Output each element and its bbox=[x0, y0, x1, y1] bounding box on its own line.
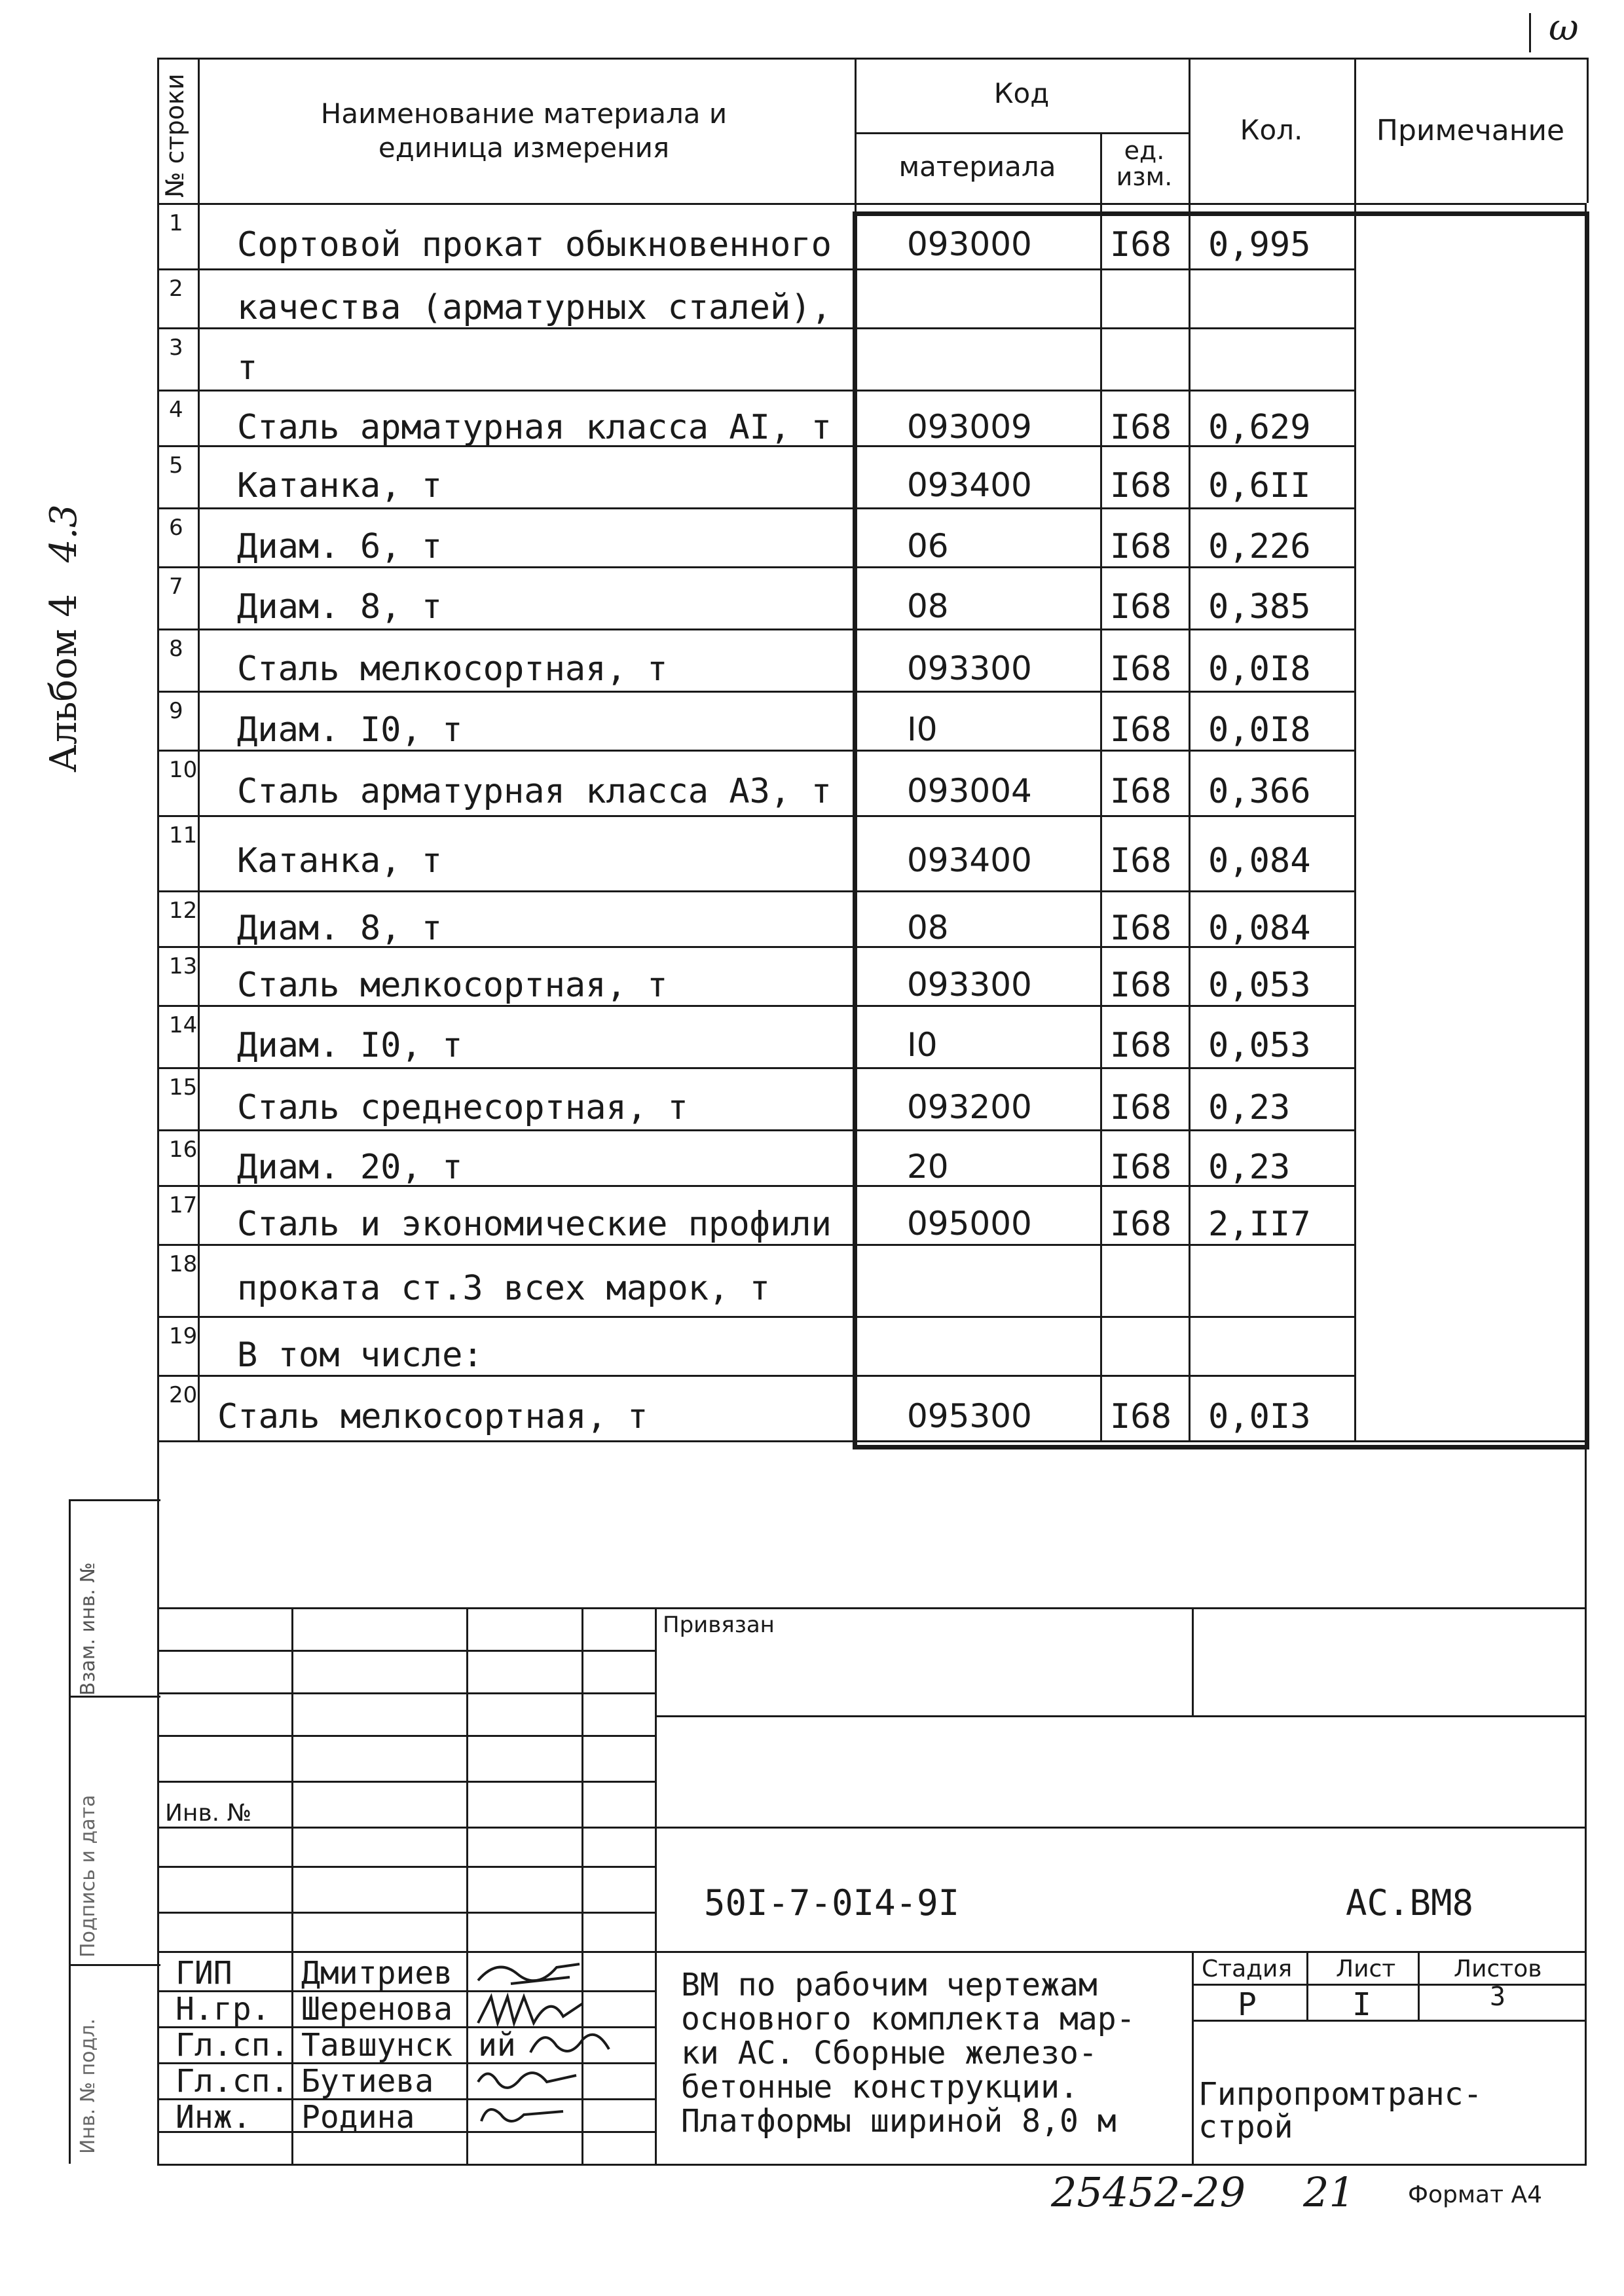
tb-line bbox=[1192, 1951, 1194, 2164]
row-number: 3 bbox=[169, 335, 183, 361]
row-quantity: 0,053 bbox=[1208, 966, 1311, 1005]
tb-line bbox=[1418, 1951, 1420, 2020]
corner-mark: ω bbox=[1549, 7, 1579, 49]
row-material-name: т bbox=[237, 348, 258, 388]
row-material-name: Диам. I0, т bbox=[237, 710, 463, 750]
doc-number: 50I-7-0I4-9I bbox=[704, 1882, 960, 1923]
row-quantity: 0,0I8 bbox=[1208, 710, 1311, 750]
sheets-label: Листов bbox=[1454, 1956, 1542, 1982]
row-material-name: Сталь мелкосортная, т bbox=[217, 1397, 648, 1436]
row-quantity: 0,23 bbox=[1208, 1088, 1291, 1127]
row-unit-code: I68 bbox=[1110, 909, 1172, 948]
description-line: основного комплекта мар- bbox=[681, 2001, 1135, 2037]
row-quantity: 0,084 bbox=[1208, 909, 1311, 948]
row-material-code: 095300 bbox=[907, 1397, 1032, 1435]
row-number: 19 bbox=[169, 1323, 198, 1349]
row-number: 13 bbox=[169, 953, 198, 979]
header-name: Наименование материала и единица измерения bbox=[320, 98, 728, 164]
description-line: ВМ по рабочим чертежам bbox=[681, 1967, 1098, 2003]
row-quantity: 0,6II bbox=[1208, 466, 1311, 505]
row-material-name: Диам. I0, т bbox=[237, 1026, 463, 1065]
tb-line bbox=[157, 1951, 1587, 1953]
row-material-name: Сталь арматурная класса AI, т bbox=[237, 408, 832, 447]
inv-no-label: Инв. № bbox=[165, 1800, 252, 1827]
header-code: Код bbox=[993, 77, 1050, 109]
row-material-name: Диам. 20, т bbox=[237, 1148, 463, 1187]
privyazan-label: Привязан bbox=[663, 1612, 775, 1638]
row-number: 11 bbox=[169, 822, 198, 848]
row-quantity: 0,366 bbox=[1208, 772, 1311, 811]
staff-role: Н.гр. bbox=[175, 1991, 270, 2028]
row-quantity: 0,084 bbox=[1208, 841, 1311, 881]
row-unit-code: I68 bbox=[1110, 1026, 1172, 1065]
format-label: Формат А4 bbox=[1408, 2181, 1543, 2208]
tb-line bbox=[655, 1827, 1587, 1829]
row-unit-code: I68 bbox=[1110, 710, 1172, 750]
tb-line bbox=[157, 1607, 1587, 1609]
row-quantity: 0,629 bbox=[1208, 408, 1311, 447]
row-material-code: 093400 bbox=[907, 841, 1032, 879]
header-row-no: № строки bbox=[160, 73, 189, 198]
row-number: 7 bbox=[169, 574, 183, 600]
description-line: ки АС. Сборные железо- bbox=[681, 2035, 1098, 2071]
row-material-code: 093400 bbox=[907, 466, 1032, 504]
tb-row-line bbox=[157, 1650, 655, 1652]
header-code-split bbox=[855, 132, 1189, 134]
header-col bbox=[198, 58, 200, 203]
signature-inzh bbox=[471, 2095, 576, 2134]
album-part-text: 4.3 bbox=[43, 504, 85, 563]
podpis-data-label: Подпись и дата bbox=[77, 1795, 100, 1958]
margin-line bbox=[69, 1964, 160, 1966]
inv-podl-label: Инв. № подл. bbox=[77, 2018, 100, 2154]
row-quantity: 0,0I3 bbox=[1208, 1397, 1311, 1436]
emphasis-box bbox=[853, 211, 1589, 1449]
row-material-name: Сталь среднесортная, т bbox=[237, 1088, 688, 1127]
row-material-name: проката ст.3 всех марок, т bbox=[237, 1269, 770, 1308]
tb-line bbox=[466, 1607, 468, 2164]
row-number: 9 bbox=[169, 698, 183, 724]
tb-row-line bbox=[157, 1866, 655, 1868]
row-number: 17 bbox=[169, 1192, 198, 1218]
tb-row-line bbox=[157, 1781, 655, 1783]
sheets-value: 3 bbox=[1490, 1982, 1506, 2012]
row-quantity: 0,053 bbox=[1208, 1026, 1311, 1065]
row-material-code: I0 bbox=[907, 1026, 938, 1064]
doc-mark: АС.ВМ8 bbox=[1346, 1882, 1474, 1923]
row-unit-code: I68 bbox=[1110, 587, 1172, 627]
row-quantity: 0,995 bbox=[1208, 225, 1311, 264]
row-material-name: Сталь и экономические профили bbox=[237, 1205, 832, 1244]
margin-line bbox=[69, 1499, 160, 1501]
header-note: Примечание bbox=[1376, 114, 1565, 147]
row-quantity: 0,23 bbox=[1208, 1148, 1291, 1187]
tb-row-line bbox=[157, 1827, 655, 1829]
header-unit: ед. изм. bbox=[1116, 136, 1173, 191]
sheet-label: Лист bbox=[1336, 1956, 1396, 1982]
archive-number: 25452-29 bbox=[1051, 2168, 1246, 2216]
row-material-name: Катанка, т bbox=[237, 466, 443, 505]
row-material-name: Сталь арматурная класса A3, т bbox=[237, 772, 832, 811]
row-unit-code: I68 bbox=[1110, 1148, 1172, 1187]
row-quantity: 0,385 bbox=[1208, 587, 1311, 627]
organization-line-2: строй bbox=[1198, 2109, 1293, 2145]
row-material-code: 093000 bbox=[907, 225, 1032, 263]
row-unit-code: I68 bbox=[1110, 408, 1172, 447]
row-number: 16 bbox=[169, 1137, 198, 1163]
header-col bbox=[1587, 58, 1589, 203]
table-column-line bbox=[198, 203, 200, 1440]
tb-line bbox=[655, 1715, 1587, 1717]
row-material-name: Сталь мелкосортная, т bbox=[237, 966, 668, 1005]
row-material-name: Сортовой прокат обыкновенного bbox=[237, 225, 832, 264]
signature-gip bbox=[471, 1954, 589, 1994]
row-material-name: В том числе: bbox=[237, 1336, 483, 1375]
row-material-code: 093200 bbox=[907, 1088, 1032, 1126]
row-unit-code: I68 bbox=[1110, 841, 1172, 881]
row-material-code: 093300 bbox=[907, 649, 1032, 687]
row-unit-code: I68 bbox=[1110, 1205, 1172, 1244]
staff-name: Шеренова bbox=[301, 1991, 453, 2028]
row-material-code: 093009 bbox=[907, 408, 1032, 446]
signature-glsp2 bbox=[471, 2059, 583, 2098]
row-unit-code: I68 bbox=[1110, 527, 1172, 566]
staff-role: Гл.сп. bbox=[175, 2027, 289, 2064]
frame-left bbox=[157, 58, 159, 2164]
staff-name: Тавшунск bbox=[301, 2027, 453, 2064]
row-unit-code: I68 bbox=[1110, 649, 1172, 689]
staff-role: ГИП bbox=[175, 1955, 232, 1992]
header-material: материала bbox=[898, 151, 1056, 183]
row-material-code: 08 bbox=[907, 587, 949, 625]
tb-line bbox=[1192, 1607, 1194, 1715]
row-unit-code: I68 bbox=[1110, 1088, 1172, 1127]
description-line: Платформы шириной 8,0 м bbox=[681, 2103, 1116, 2140]
staff-role: Гл.сп. bbox=[175, 2063, 289, 2100]
tb-row-line bbox=[157, 1692, 655, 1694]
staff-name: Дмитриев bbox=[301, 1955, 453, 1992]
row-unit-code: I68 bbox=[1110, 1397, 1172, 1436]
row-number: 18 bbox=[169, 1251, 198, 1277]
row-material-code: I0 bbox=[907, 710, 938, 748]
album-label bbox=[43, 504, 85, 773]
row-number: 2 bbox=[169, 276, 183, 302]
row-material-code: 095000 bbox=[907, 1205, 1032, 1243]
row-quantity: 0,0I8 bbox=[1208, 649, 1311, 689]
row-material-name: Диам. 8, т bbox=[237, 587, 443, 627]
staff-name-suffix: ий bbox=[478, 2027, 516, 2064]
row-unit-code: I68 bbox=[1110, 466, 1172, 505]
signature-glsp1 bbox=[524, 2023, 622, 2062]
tb-row-line bbox=[157, 1912, 655, 1914]
tb-line bbox=[655, 1607, 657, 2164]
row-unit-code: I68 bbox=[1110, 225, 1172, 264]
sheet-value: I bbox=[1352, 1986, 1371, 2023]
header-col bbox=[1100, 132, 1102, 203]
row-number: 20 bbox=[169, 1382, 198, 1408]
margin-line bbox=[69, 1696, 160, 1698]
organization-line-1: Гипропромтранс- bbox=[1198, 2076, 1483, 2113]
staff-name: Родина bbox=[301, 2099, 415, 2136]
row-number: 14 bbox=[169, 1012, 198, 1038]
row-number: 8 bbox=[169, 636, 183, 662]
staff-role: Инж. bbox=[175, 2099, 251, 2136]
row-material-code: 06 bbox=[907, 527, 949, 565]
row-material-code: 093300 bbox=[907, 966, 1032, 1004]
margin-line bbox=[69, 1499, 71, 2164]
row-material-name: качества (арматурных сталей), bbox=[237, 288, 832, 327]
row-material-name: Сталь мелкосортная, т bbox=[237, 649, 668, 689]
row-unit-code: I68 bbox=[1110, 772, 1172, 811]
row-number: 15 bbox=[169, 1074, 198, 1101]
tb-line bbox=[1192, 1984, 1587, 1986]
row-number: 6 bbox=[169, 515, 183, 541]
stage-label: Стадия bbox=[1202, 1956, 1293, 1982]
tb-row-line bbox=[157, 1735, 655, 1737]
header-bottom bbox=[157, 203, 1587, 205]
row-quantity: 2,II7 bbox=[1208, 1205, 1311, 1244]
row-material-code: 20 bbox=[907, 1148, 949, 1186]
header-qty: Кол. bbox=[1240, 114, 1303, 146]
row-number: 5 bbox=[169, 452, 183, 479]
frame-bottom bbox=[157, 2164, 1587, 2166]
row-material-name: Катанка, т bbox=[237, 841, 443, 881]
row-quantity: 0,226 bbox=[1208, 527, 1311, 566]
row-material-name: Диам. 6, т bbox=[237, 527, 443, 566]
description-line: бетонные конструкции. bbox=[681, 2069, 1079, 2105]
row-material-name: Диам. 8, т bbox=[237, 909, 443, 948]
vzam-inv-label: Взам. инв. № bbox=[77, 1562, 100, 1696]
row-unit-code: I68 bbox=[1110, 966, 1172, 1005]
header-top bbox=[157, 58, 1587, 60]
staff-name: Бутиева bbox=[301, 2063, 434, 2100]
row-material-code: 093004 bbox=[907, 772, 1032, 810]
row-material-code: 08 bbox=[907, 909, 949, 947]
row-number: 10 bbox=[169, 757, 198, 783]
page-number: 21 bbox=[1303, 2168, 1355, 2216]
tb-line bbox=[291, 1607, 293, 2164]
row-number: 4 bbox=[169, 397, 183, 423]
corner-tick bbox=[1529, 13, 1531, 52]
tb-line bbox=[1306, 1951, 1308, 2020]
album-text: Альбом 4 bbox=[43, 594, 85, 773]
row-number: 1 bbox=[169, 210, 183, 236]
row-number: 12 bbox=[169, 898, 198, 924]
stage-value: Р bbox=[1238, 1986, 1257, 2023]
